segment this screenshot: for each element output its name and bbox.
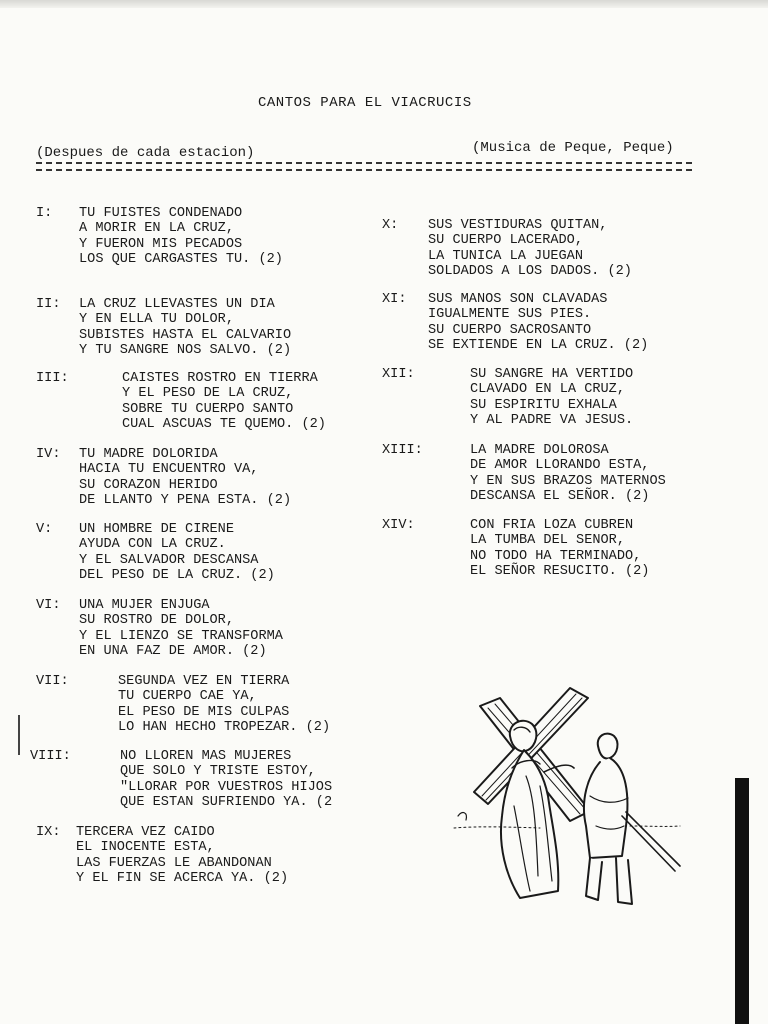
verse-line: DEL PESO DE LA CRUZ. (2) <box>79 567 275 583</box>
station-number: IV: <box>36 447 61 462</box>
station-verse <box>428 292 648 353</box>
verse-line: SU ESPIRITU EXHALA <box>470 397 617 413</box>
verse-line: Y EN ELLA TU DOLOR, <box>79 312 234 328</box>
verse-line: LA CRUZ LLEVASTES UN DIA <box>79 297 275 312</box>
verse-line: Y EN SUS BRAZOS MATERNOS <box>470 473 666 489</box>
verse-line: EL PESO DE MIS CULPAS <box>118 704 290 720</box>
scan-top-edge <box>0 0 768 8</box>
station-number: XI: <box>382 292 407 307</box>
station-number: XIII: <box>382 443 423 458</box>
verse-line: DE LLANTO Y PENA ESTA. (2) <box>79 492 292 508</box>
double-dashed-rule <box>36 162 692 171</box>
verse-line: HACIA TU ENCUENTRO VA, <box>79 462 259 478</box>
verse-line: CAISTES ROSTRO EN TIERRA <box>122 371 318 386</box>
verse-line: Y AL PADRE VA JESUS. <box>470 412 634 428</box>
station-verse <box>79 522 275 583</box>
verse-line: CUAL ASCUAS TE QUEMO. (2) <box>122 416 326 432</box>
verse-line: SU CORAZON HERIDO <box>79 477 218 493</box>
verse-line: EN UNA FAZ DE AMOR. (2) <box>79 643 267 659</box>
margin-mark <box>18 715 20 755</box>
verse-line: Y EL LIENZO SE TRANSFORMA <box>79 628 283 644</box>
verse-line: QUE SOLO Y TRISTE ESTOY, <box>120 764 316 780</box>
verse-line: TU FUISTES CONDENADO <box>79 206 243 221</box>
verse-line: CON FRIA LOZA CUBREN <box>470 518 634 533</box>
verse-line: TU CUERPO CAE YA, <box>118 689 257 705</box>
verse-line: SUBISTES HASTA EL CALVARIO <box>79 327 292 343</box>
verse-line: SU CUERPO LACERADO, <box>428 233 583 249</box>
station-verse <box>118 674 330 735</box>
verse-line: "LLORAR POR VUESTROS HIJOS <box>120 779 333 795</box>
verse-line: DE AMOR LLORANDO ESTA, <box>470 458 650 474</box>
verse-line: LA TUMBA DEL SENOR, <box>470 533 625 549</box>
subtitle-instruction: (Despues de cada estacion) <box>36 145 255 161</box>
verse-line: LO HAN HECHO TROPEZAR. (2) <box>118 719 331 735</box>
verse-line: Y EL PESO DE LA CRUZ, <box>122 386 294 402</box>
station-verse <box>428 218 632 279</box>
jesus-carrying-cross-illustration <box>440 676 690 926</box>
verse-line: SE EXTIENDE EN LA CRUZ. (2) <box>428 337 649 353</box>
station-verse <box>79 598 283 659</box>
station-verse <box>79 297 291 358</box>
station-verse <box>470 518 649 579</box>
verse-line: EL INOCENTE ESTA, <box>76 840 215 856</box>
station-number: III: <box>36 371 69 386</box>
verse-line: A MORIR EN LA CRUZ, <box>79 221 234 237</box>
verse-line: SOBRE TU CUERPO SANTO <box>122 401 294 417</box>
verse-line: QUE ESTAN SUFRIENDO YA. (2 <box>120 794 333 810</box>
verse-line: SU CUERPO SACROSANTO <box>428 322 592 338</box>
verse-line: AYUDA CON LA CRUZ. <box>79 537 226 553</box>
verse-line: DESCANSA EL SEÑOR. (2) <box>470 488 650 504</box>
station-number: XIV: <box>382 518 415 533</box>
station-number: I: <box>36 206 53 221</box>
station-number: II: <box>36 297 61 312</box>
verse-line: LAS FUERZAS LE ABANDONAN <box>76 855 272 871</box>
verse-line: Y EL FIN SE ACERCA YA. (2) <box>76 870 289 886</box>
verse-line: SUS VESTIDURAS QUITAN, <box>428 218 608 233</box>
verse-line: LA MADRE DOLOROSA <box>470 443 609 458</box>
station-verse <box>79 206 283 267</box>
verse-line: TERCERA VEZ CAIDO <box>76 825 215 840</box>
verse-line: Y FUERON MIS PECADOS <box>79 236 243 252</box>
subtitle-music: (Musica de Peque, Peque) <box>472 140 674 156</box>
station-number: VI: <box>36 598 61 613</box>
verse-line: UNA MUJER ENJUGA <box>79 598 210 613</box>
verse-line: LA TUNICA LA JUEGAN <box>428 248 583 264</box>
verse-line: SU SANGRE HA VERTIDO <box>470 367 634 382</box>
station-verse <box>470 367 633 428</box>
station-number: V: <box>36 522 53 537</box>
verse-line: SOLDADOS A LOS DADOS. (2) <box>428 263 632 279</box>
station-verse <box>122 371 326 432</box>
verse-line: UN HOMBRE DE CIRENE <box>79 522 234 537</box>
station-verse <box>120 749 332 810</box>
station-number: XII: <box>382 367 415 382</box>
station-verse <box>79 447 291 508</box>
verse-line: CLAVADO EN LA CRUZ, <box>470 382 625 398</box>
scan-edge-shadow <box>735 778 749 1024</box>
verse-line: IGUALMENTE SUS PIES. <box>428 307 592 323</box>
verse-line: EL SEÑOR RESUCITO. (2) <box>470 563 650 579</box>
station-number: VII: <box>36 674 69 689</box>
station-number: X: <box>382 218 399 233</box>
station-number: VIII: <box>30 749 71 764</box>
verse-line: SU ROSTRO DE DOLOR, <box>79 613 234 629</box>
verse-line: Y TU SANGRE NOS SALVO. (2) <box>79 342 292 358</box>
verse-line: SEGUNDA VEZ EN TIERRA <box>118 674 290 689</box>
verse-line: NO TODO HA TERMINADO, <box>470 548 642 564</box>
verse-line: LOS QUE CARGASTES TU. (2) <box>79 251 283 267</box>
verse-line: Y EL SALVADOR DESCANSA <box>79 552 259 568</box>
page-title: CANTOS PARA EL VIACRUCIS <box>258 95 472 111</box>
verse-line: TU MADRE DOLORIDA <box>79 447 218 462</box>
verse-line: NO LLOREN MAS MUJERES <box>120 749 292 764</box>
station-number: IX: <box>36 825 61 840</box>
station-verse <box>76 825 288 886</box>
station-verse <box>470 443 666 504</box>
verse-line: SUS MANOS SON CLAVADAS <box>428 292 608 307</box>
